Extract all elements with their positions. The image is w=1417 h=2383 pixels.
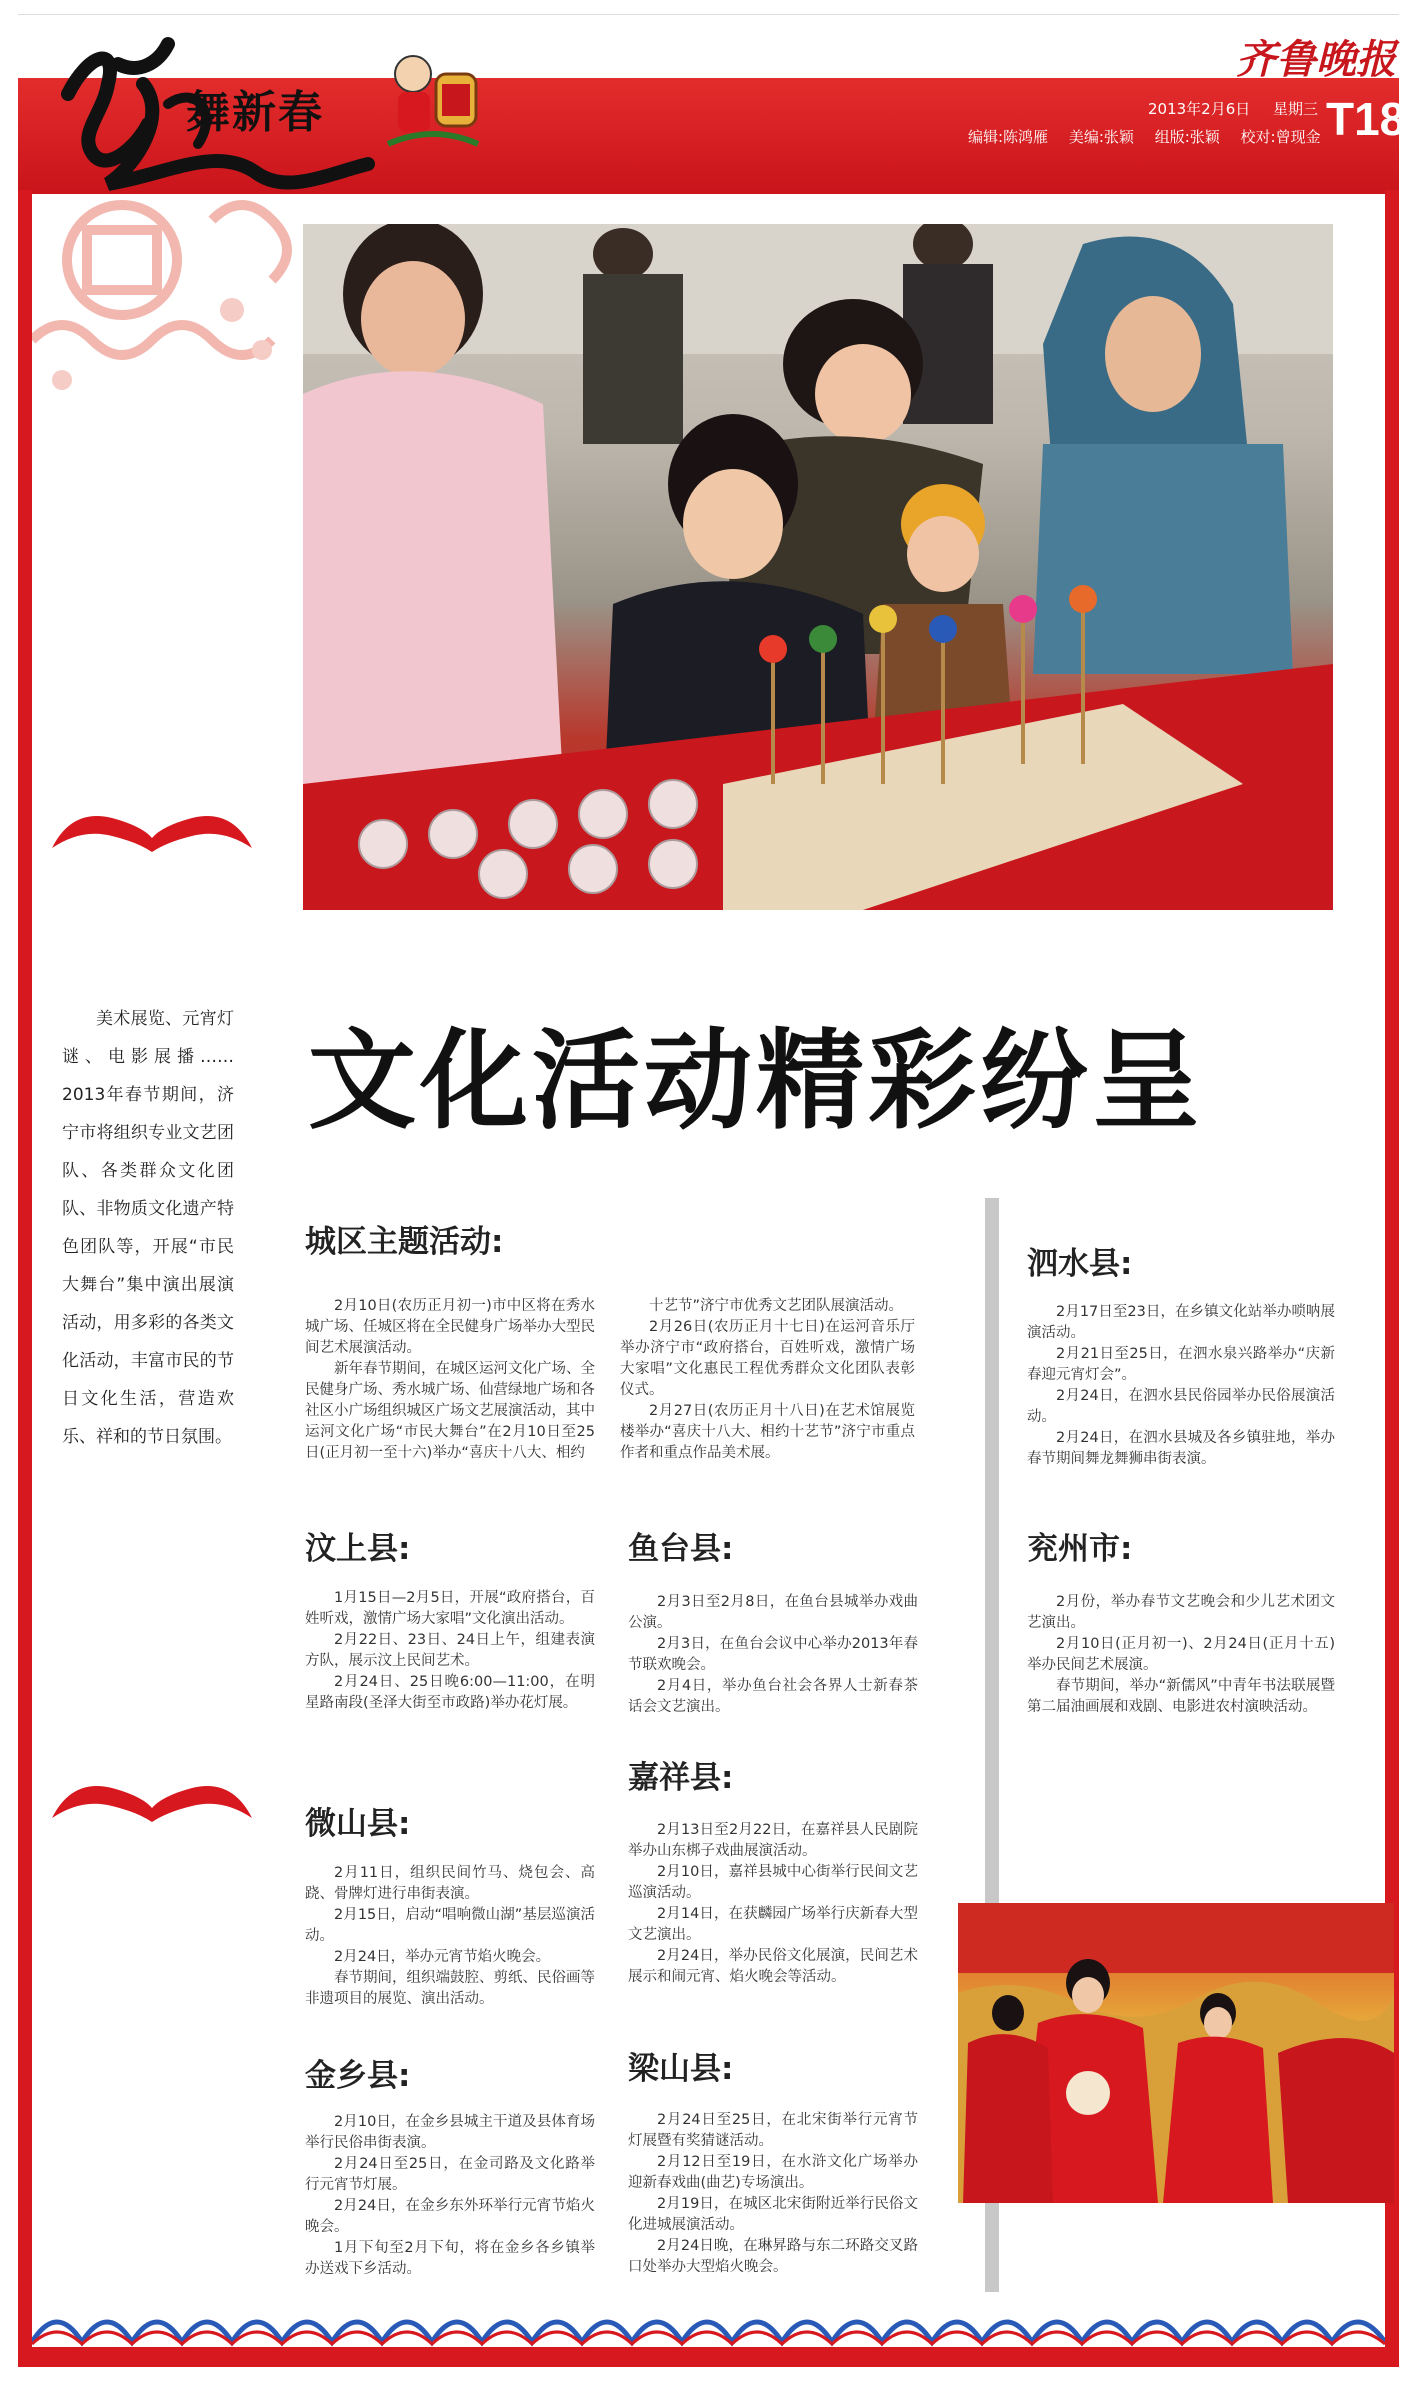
red-cloud-ornament bbox=[52, 1778, 252, 1826]
paragraph: 2月10日，在金乡县城主干道及县体育场举行民俗串街表演。 bbox=[305, 2114, 595, 2151]
paragraph: 2月21日至25日，在泗水泉兴路举办“庆新春迎元宵灯会”。 bbox=[1027, 1346, 1335, 1383]
paragraph: 2月24日至25日，在北宋街举行元宵节灯展暨有奖猜谜活动。 bbox=[628, 2112, 918, 2149]
page-header bbox=[18, 14, 1406, 204]
wave-pattern-border bbox=[32, 2292, 1385, 2347]
paragraph: 十艺节”济宁市优秀文艺团队展演活动。 bbox=[649, 1298, 904, 1314]
column-title: 舞新春 bbox=[186, 87, 324, 138]
art-editor-credit: 美编:张颖 bbox=[1068, 128, 1134, 146]
layout-credit: 组版:张颖 bbox=[1154, 128, 1220, 146]
paragraph: 2月24日、25日晚6:00—11:00，在明星路南段(圣泽大街至市政路)举办花灯展。 bbox=[305, 1674, 595, 1711]
section-body-city-col1 bbox=[305, 1296, 595, 1464]
paragraph: 2月24日，举办元宵节焰火晚会。 bbox=[334, 1949, 551, 1965]
section-body-yutai bbox=[628, 1592, 918, 1718]
paragraph: 春节期间，举办“新儒风”中青年书法联展暨第二届油画展和戏剧、电影进农村演映活动。 bbox=[1027, 1678, 1335, 1715]
editor-credit: 编辑:陈鸿雁 bbox=[968, 128, 1049, 146]
section-body-city-col2 bbox=[620, 1296, 915, 1464]
editors-credit-line bbox=[968, 126, 1337, 147]
paragraph: 1月下旬至2月下旬，将在金乡各乡镇举办送戏下乡活动。 bbox=[305, 2240, 595, 2277]
paragraph: 2月27日(农历正月十八日)在艺术馆展览楼举办“喜庆十八大、相约十艺节”济宁市重点作者和重点作品美术展。 bbox=[620, 1403, 915, 1461]
paragraph: 2月24日，举办民俗文化展演，民间艺术展示和闹元宵、焰火晚会等活动。 bbox=[628, 1948, 918, 1985]
main-photo-sugar-figure-stall bbox=[303, 224, 1333, 910]
paragraph: 2月3日至2月8日，在鱼台县城举办戏曲公演。 bbox=[628, 1594, 918, 1631]
section-body-wenshang bbox=[305, 1588, 595, 1714]
paragraph: 2月4日，举办鱼台社会各界人士新春茶话会文艺演出。 bbox=[628, 1678, 918, 1715]
paragraph: 2月24日，在泗水县城及各乡镇驻地，举办春节期间舞龙舞狮串街表演。 bbox=[1027, 1430, 1335, 1467]
paragraph: 2月14日，在获麟园广场举行庆新春大型文艺演出。 bbox=[628, 1906, 918, 1943]
dancers-illustration bbox=[958, 1903, 1394, 2203]
paragraph: 2月17日至23日，在乡镇文化站举办唢呐展演活动。 bbox=[1027, 1304, 1335, 1341]
paragraph: 2月10日(正月初一)、2月24日(正月十五)举办民间艺术展演。 bbox=[1027, 1636, 1335, 1673]
frame-left-border bbox=[18, 190, 32, 2365]
paragraph: 2月24日，在金乡东外环举行元宵节焰火晚会。 bbox=[305, 2198, 595, 2235]
paragraph: 2月24日晚，在琳昇路与东二环路交叉路口处举办大型焰火晚会。 bbox=[628, 2238, 918, 2275]
section-body-yanzhou bbox=[1027, 1592, 1335, 1718]
section-title-wenshang: 汶上县: bbox=[305, 1531, 411, 1567]
red-cloud-ornament bbox=[52, 808, 252, 856]
section-body-sishui bbox=[1027, 1302, 1335, 1470]
frame-bottom-border bbox=[18, 2345, 1399, 2367]
section-title-city: 城区主题活动: bbox=[305, 1224, 504, 1260]
article-headline: 文化活动精彩纷呈 bbox=[308, 1019, 1205, 1144]
paragraph: 2月10日，嘉祥县城中心街举行民间文艺巡演活动。 bbox=[628, 1864, 918, 1901]
page-number: T18 bbox=[1326, 93, 1406, 145]
issue-weekday: 星期三 bbox=[1273, 100, 1319, 118]
paragraph: 新年春节期间，在城区运河文化广场、全民健身广场、秀水城广场、仙营绿地广场和各社区小广场组织城区广场文艺展演活动，其中运河文化广场“市民大舞台”在2月10日至25日(正月初一至十六)举办“喜庆十八大、相约 bbox=[305, 1361, 595, 1461]
paragraph: 春节期间，组织端鼓腔、剪纸、民俗画等非遗项目的展览、演出活动。 bbox=[305, 1970, 595, 2007]
section-body-jinxiang bbox=[305, 2112, 595, 2280]
section-body-liangshan bbox=[628, 2110, 918, 2278]
section-title-yanzhou: 兖州市: bbox=[1027, 1531, 1133, 1567]
section-title-sishui: 泗水县: bbox=[1027, 1246, 1133, 1282]
paragraph: 2月11日，组织民间竹马、烧包会、高跷、骨牌灯进行串街表演。 bbox=[305, 1865, 595, 1902]
section-title-jiaxiang: 嘉祥县: bbox=[628, 1760, 734, 1796]
paragraph: 1月15日—2月5日，开展“政府搭台，百姓听戏，激情广场大家唱”文化演出活动。 bbox=[305, 1590, 595, 1627]
paragraph: 2月13日至2月22日，在嘉祥县人民剧院举办山东梆子戏曲展演活动。 bbox=[628, 1822, 918, 1859]
issue-date: 2013年2月6日 bbox=[1148, 100, 1251, 118]
section-title-yutai: 鱼台县: bbox=[628, 1531, 734, 1567]
paragraph: 2月12日至19日，在水浒文化广场举办迎新春戏曲(曲艺)专场演出。 bbox=[628, 2154, 918, 2191]
paragraph: 2月份，举办春节文艺晚会和少儿艺术团文艺演出。 bbox=[1027, 1594, 1335, 1631]
section-title-liangshan: 梁山县: bbox=[628, 2051, 734, 2087]
paragraph: 2月19日，在城区北宋街附近举行民俗文化进城展演活动。 bbox=[628, 2196, 918, 2233]
photo-illustration bbox=[303, 224, 1333, 910]
paragraph: 2月24日，在泗水县民俗园举办民俗展演活动。 bbox=[1027, 1388, 1335, 1425]
newspaper-masthead: 齐鲁晚报 bbox=[1236, 36, 1396, 83]
intro-paragraph: 美术展览、元宵灯谜、电影展播……2013年春节期间，济宁市将组织专业文艺团队、各类群众文化团队、非物质文化遗产特色团队等，开展“市民大舞台”集中演出展演活动，用多彩的各类文化活动，丰富市民的节日文化生活，营造欢乐、祥和的节日氛围。 bbox=[62, 1009, 234, 1447]
section-title-weishan: 微山县: bbox=[305, 1806, 411, 1842]
section-body-jiaxiang bbox=[628, 1820, 918, 1988]
paragraph: 2月3日，在鱼台会议中心举办2013年春节联欢晚会。 bbox=[628, 1636, 918, 1673]
issue-date-line bbox=[1148, 98, 1336, 119]
proofreader-credit: 校对:曾现金 bbox=[1240, 128, 1321, 146]
lantern-mascot-icon bbox=[378, 44, 488, 164]
section-title-jinxiang: 金乡县: bbox=[305, 2058, 411, 2094]
paragraph: 2月22日、23日、24日上午，组建表演方队，展示汶上民间艺术。 bbox=[305, 1632, 595, 1669]
paragraph: 2月15日，启动“唱响微山湖”基层巡演活动。 bbox=[305, 1907, 595, 1944]
side-photo-dancers bbox=[958, 1903, 1394, 2203]
paragraph: 2月10日(农历正月初一)市中区将在秀水城广场、任城区将在全民健身广场举办大型民间艺术展演活动。 bbox=[305, 1298, 595, 1356]
section-body-weishan bbox=[305, 1863, 595, 2010]
auspicious-pattern-decoration bbox=[32, 190, 302, 400]
paragraph: 2月26日(农历正月十七日)在运河音乐厅举办济宁市“政府搭台，百姓听戏，激情广场大家唱”文化惠民工程优秀群众文化团队表彰仪式。 bbox=[620, 1319, 915, 1398]
paragraph: 2月24日至25日，在金司路及文化路举行元宵节灯展。 bbox=[305, 2156, 595, 2193]
